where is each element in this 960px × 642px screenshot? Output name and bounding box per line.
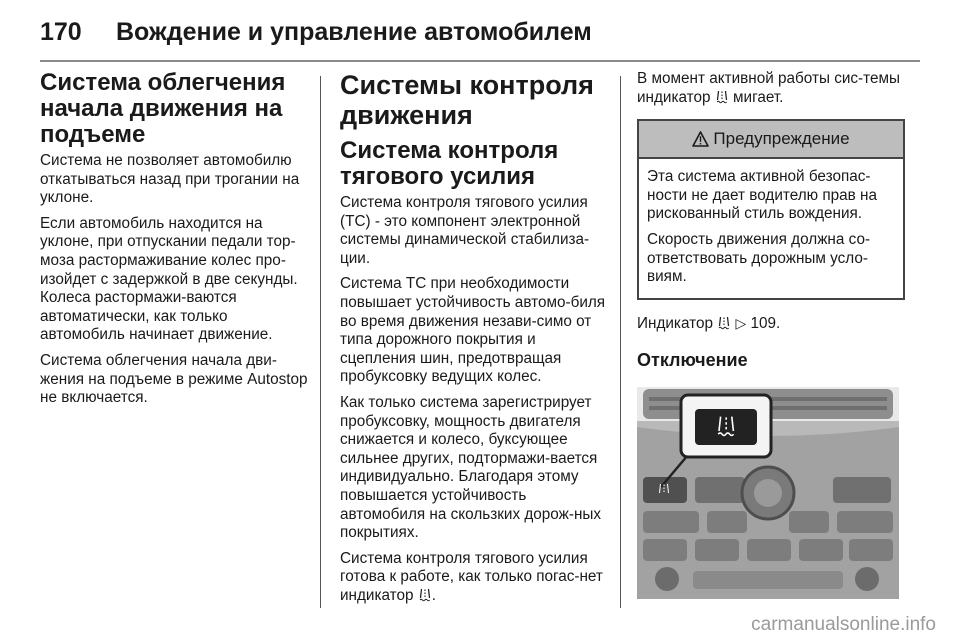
header-rule [40, 60, 920, 62]
running-title: Вождение и управление автомобилем [116, 18, 592, 46]
section-heading-hill-start-assist: Система облегчения начала движения на подъеме [40, 69, 286, 148]
warning-paragraph: Эта система активной безопас-ности не дает водителю прав на рискованный стиль вождения. [647, 168, 878, 223]
traction-control-indicator-icon [418, 588, 432, 602]
column-1 [40, 70, 308, 415]
center-console-photo [637, 387, 899, 599]
traction-control-indicator-icon [717, 316, 731, 330]
paragraph-text: мигает. [733, 88, 784, 106]
paragraph: Система контроля тягового усилия (TC) - это компонент электронной системы динамической стабилиза-ции. [340, 194, 590, 267]
warning-box [637, 119, 905, 300]
sentence-end: . [431, 586, 437, 604]
paragraph: Как только система зарегистрирует пробуксовку, мощность двигателя снижается и колесо, буксующее сильнее других, подтормажи-вается индивидуально. Благодаря этому повышается устойчивость автомобиля на скользких дорож-ных покрытиях. [340, 393, 602, 542]
warning-paragraph: Скорость движения должна со-ответствовать дорожным усло-виям. [647, 230, 871, 286]
warning-title: Предупреждение [713, 129, 850, 149]
column-divider [320, 76, 321, 608]
paragraph [340, 550, 608, 606]
paragraph-text: Система контроля тягового усилия готова к работе, как только погас-нет индикатор [340, 549, 603, 604]
warning-header [639, 121, 903, 159]
paragraph-text: В момент активной работы сис-темы индикатор [637, 70, 900, 106]
indicator-label: Индикатор [637, 314, 713, 332]
subsection-heading-deactivation: Отключение [637, 350, 748, 371]
column-3 [637, 70, 905, 604]
page-reference-triangle-icon: ▷ [735, 314, 747, 331]
traction-control-indicator-icon [715, 90, 729, 104]
page-number: 170 [40, 18, 82, 46]
column-divider [620, 76, 621, 608]
paragraph: Система не позволяет автомобилю откатываться назад при трогании на уклоне. [40, 152, 300, 207]
paragraph: Система TC при необходимости повышает устойчивость автомо-биля во время движения незави-симо от типа дорожного покрытия и сцепления шин, предотвращая пробуксовку ведущих колес. [340, 275, 606, 386]
warning-triangle-icon [692, 131, 709, 147]
indicator-page-reference[interactable]: 109. [750, 314, 781, 332]
paragraph: Система облегчения начала дви-жения на подъеме в режиме Autostop не включается. [40, 351, 308, 407]
indicator-reference [637, 314, 905, 334]
paragraph: Если автомобиль находится на уклоне, при отпускании педали тор-моза растормаживание колес про-изойдет с задержкой в две секунды. Колеса растормажи-ваются автоматически, как только автомобиль начинает движение. [40, 214, 298, 344]
column-2 [340, 70, 608, 612]
page-header [40, 18, 920, 58]
paragraph [637, 70, 905, 107]
subsection-heading-traction-control: Система контроля тягового усилия [340, 137, 559, 190]
section-heading-drive-control: Системы контроля движения [340, 70, 594, 130]
warning-body [639, 159, 903, 298]
footer-watermark: carmanualsonline.info [751, 614, 936, 635]
